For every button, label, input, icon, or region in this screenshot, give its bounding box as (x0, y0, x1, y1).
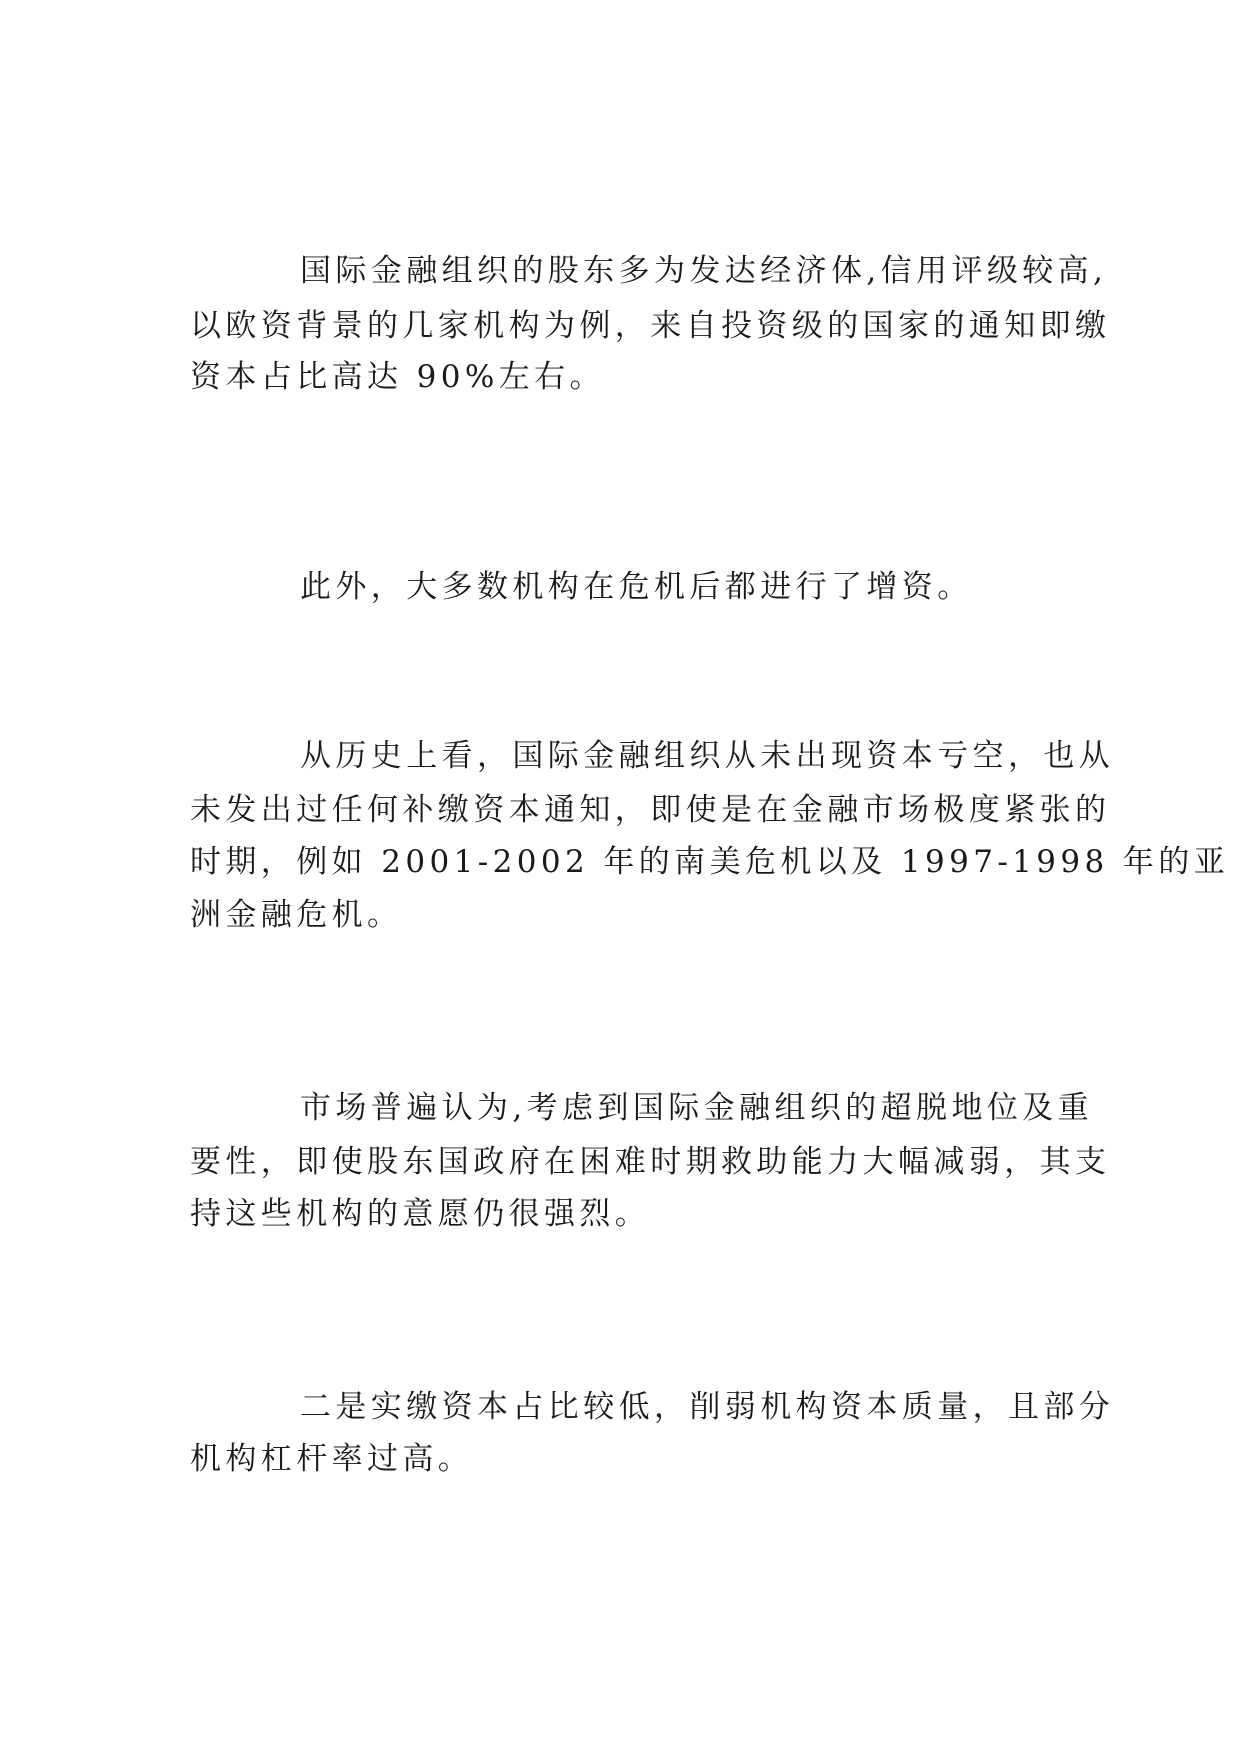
paragraph-line: 从历史上看，国际金融组织从未出现资本亏空，也从 (300, 738, 1115, 774)
paragraph-line: 洲金融危机。 (190, 897, 403, 933)
paragraph-line: 国际金融组织的股东多为发达经济体,信用评级较高, (300, 253, 1108, 289)
paragraph-line: 机构杠杆率过高。 (190, 1441, 474, 1477)
paragraph-line: 时期，例如 2001-2002 年的南美危机以及 1997-1998 年的亚 (190, 844, 1230, 880)
paragraph-line: 资本占比高达 90%左右。 (190, 359, 605, 395)
paragraph-line: 二是实缴资本占比较低，削弱机构资本质量，且部分 (300, 1389, 1115, 1425)
paragraph-line: 要性，即使股东国政府在困难时期救助能力大幅减弱，其支 (190, 1144, 1111, 1180)
paragraph-line: 市场普遍认为,考虑到国际金融组织的超脱地位及重 (300, 1090, 1094, 1126)
paragraph-line: 此外，大多数机构在危机后都进行了增资。 (300, 569, 973, 605)
paragraph-line: 以欧资背景的几家机构为例，来自投资级的国家的通知即缴 (190, 308, 1111, 344)
paragraph-line: 持这些机构的意愿仍很强烈。 (190, 1196, 651, 1232)
paragraph-line: 未发出过任何补缴资本通知，即使是在金融市场极度紧张的 (190, 792, 1111, 828)
